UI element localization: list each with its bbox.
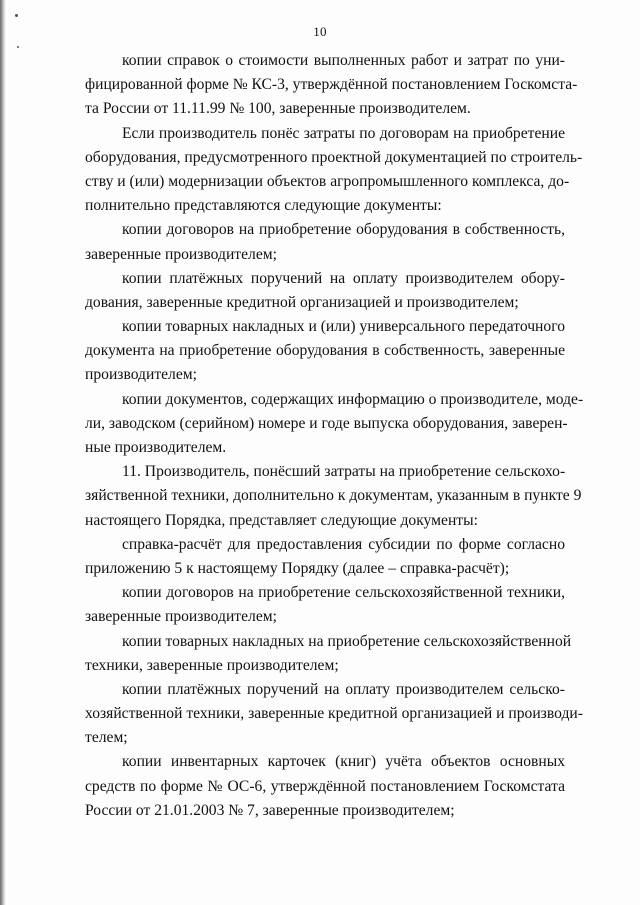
text-line: та России от 11.11.99 № 100, заверенные производителем. <box>85 100 471 118</box>
text-line: ные производителем. <box>85 439 227 456</box>
text-line: России от 21.01.2003 № 7, заверенные производителем; <box>85 801 455 819</box>
scan-speck <box>15 14 18 17</box>
text-line: копии платёжных поручений на оплату производителем сельско- <box>122 680 565 698</box>
text-line: копии документов, содержащих информацию о производителе, моде- <box>122 390 584 408</box>
text-line: копии договоров на приобретение оборудования в собственность, <box>122 221 565 239</box>
text-line: хозяйственной техники, заверенные кредитной организацией и производи- <box>85 705 583 723</box>
text-line: средств по форме № ОС-6, утверждённой постановлением Госкомстата <box>85 777 565 795</box>
text-line: техники, заверенные производителем; <box>85 656 339 674</box>
text-line: оборудования, предусмотренного проектной документацией по строитель- <box>85 148 583 166</box>
text-line: производителем; <box>85 366 197 384</box>
text-line: настоящего Порядка, представляет следующие документы: <box>85 511 478 529</box>
text-line: документа на приобретение оборудования в собственность, заверенные <box>85 342 565 360</box>
scan-edge <box>0 0 6 905</box>
text-line: ству и (или) модернизации объектов агропромышленного комплекса, до- <box>85 172 570 190</box>
text-line: зяйственной техники, дополнительно к документам, указанным в пункте 9 <box>85 487 582 505</box>
text-line: копии инвентарных карточек (книг) учёта объектов основных <box>122 753 565 771</box>
document-body <box>85 49 584 823</box>
text-line: копии договоров на приобретение сельскохозяйственной техники, <box>122 584 565 602</box>
text-line: копии товарных накладных на приобретение сельскохозяйственной <box>122 632 572 650</box>
text-line: приложению 5 к настоящему Порядку (далее – справка-расчёт); <box>85 559 510 577</box>
scan-speck <box>17 46 19 48</box>
page-number: 10 <box>313 24 327 39</box>
text-line: заверенные производителем; <box>85 608 277 626</box>
text-line: фицированной форме № КС-3, утверждённой постановлением Госкомста- <box>85 76 578 94</box>
text-line: копии платёжных поручений на оплату производителем обору- <box>122 269 565 287</box>
text-line: заверенные производителем; <box>85 245 277 263</box>
text-line: ли, заводском (серийном) номере и годе выпуска оборудования, заверен- <box>85 414 568 432</box>
text-line: копии товарных накладных и (или) универсального передаточного <box>122 318 565 336</box>
text-line: полнительно представляются следующие документы: <box>85 197 442 215</box>
text-line: копии справок о стоимости выполненных работ и затрат по уни- <box>122 52 565 69</box>
text-line: 11. Производитель, понёсший затраты на приобретение сельскохо- <box>122 463 566 481</box>
text-line: телем; <box>85 729 128 747</box>
text-line: дования, заверенные кредитной организацией и производителем; <box>85 293 519 311</box>
text-line: справка-расчёт для предоставления субсидии по форме согласно <box>122 535 565 553</box>
text-line: Если производитель понёс затраты по договорам на приобретение <box>122 124 565 142</box>
